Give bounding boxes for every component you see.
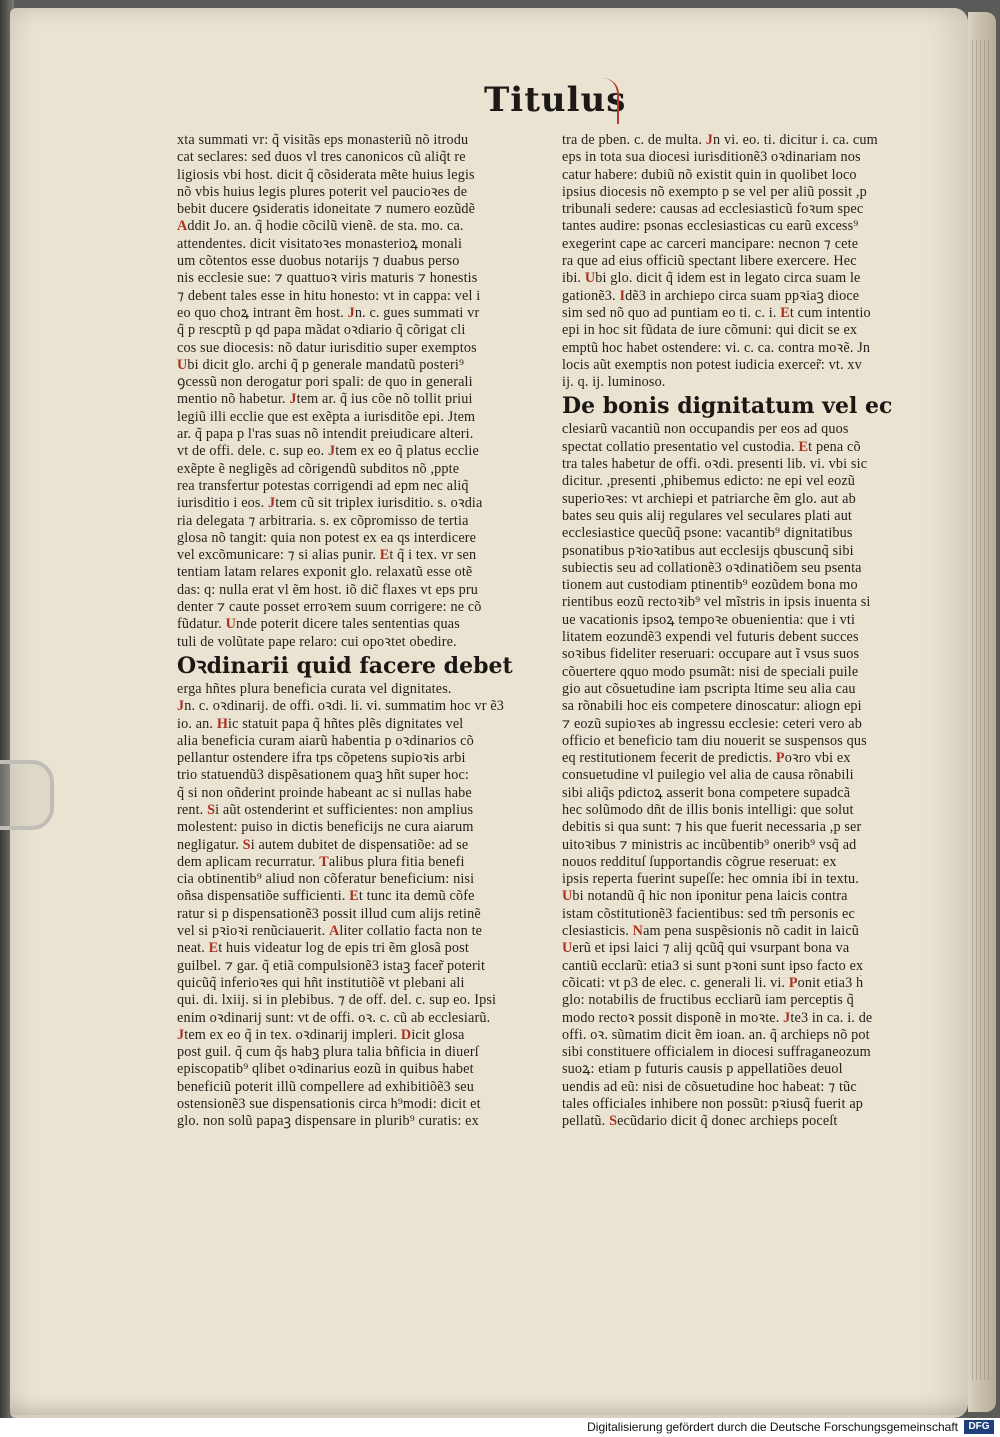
right-column-text-line: sa rõnabili hoc eis competere dinoscatur: aliogn epi bbox=[562, 698, 862, 715]
left-column-text-line: molestent: puiso in dictis beneficijs ne cura aiarum bbox=[177, 819, 474, 836]
right-column-text-line: bates seu quis alij regulares vel seculares plati aut bbox=[562, 507, 853, 524]
left-column-text-line: fũdatur. Unde poterit dicere tales sententias quas bbox=[177, 616, 460, 633]
right-column-text-line: emptũ hoc habet ostendere: vi. c. ca. contra moꝛẽ. Jn bbox=[562, 339, 871, 356]
right-column-text-line: gationẽ3. Idẽ3 in archiepo circa suam ppꝛiaꝫ dioce bbox=[562, 287, 860, 304]
page-stack-lines bbox=[972, 40, 992, 1380]
left-column-text-line: eo quo choꝝ intrant ẽm host. Jn. c. gues summati vr bbox=[177, 304, 480, 321]
left-column-text-line: Ubi dicit glo. archi q̃ p generale mandatũ posteri⁹ bbox=[177, 356, 465, 373]
right-column-text-line: officio et beneficio tam diu nouerit se suspensos qus bbox=[562, 732, 867, 749]
right-column-text-line: tionem aut custodiam ptinentib⁹ eozũdem bona mo bbox=[562, 577, 858, 594]
left-column-text-line: post guil. q̃ cum q̃s habꝫ plura talia bñficia in diuerſ bbox=[177, 1044, 479, 1061]
right-column-text-line: hec solũmodo dñt de illis bonis intelligi: que solut bbox=[562, 801, 854, 818]
left-column-text-line: nõ vbis huius legis plures poterit vel paucioꝛes de bbox=[177, 183, 468, 200]
right-column-text-line: clesiarũ vacantiũ non occupandis per eos ad quos bbox=[562, 421, 849, 438]
left-column-text-line: glo. non solũ papaꝫ dispensare in plurib⁹ curatis: ex bbox=[177, 1113, 479, 1130]
left-column-text-line: ⁊ debent tales esse in hitu honesto: vt in cappa: vel i bbox=[177, 287, 481, 304]
right-column-text-line: ipsius diocesis nõ exempto p se vel per aliũ possit ,p bbox=[562, 183, 867, 200]
left-column-text-line: cat seclares: sed duos vl tres canonicos cũ aliq̃t re bbox=[177, 149, 466, 166]
left-column-text-line: vt de offi. dele. c. sup eo. Jtem ex eo q̃ platus ecclie bbox=[177, 443, 479, 460]
right-column-text-line: Ubi notandũ q̃ hic non iponitur pena laicis contra bbox=[562, 888, 848, 905]
right-column-text-line: ipsis reperta fuerint supeſſe: hec omnia ibi in textu. bbox=[562, 871, 859, 888]
left-column-text-line: tuli de volũtate pape relaro: cui opoꝛtet obedire. bbox=[177, 633, 457, 650]
left-column-text-line: glosa nõ tangit: quia non potest ex ea qs interdicere bbox=[177, 529, 477, 546]
left-column-text-line: beneficiũ poterit illũ compellere ad exhibitiõẽ3 seu bbox=[177, 1078, 474, 1095]
left-column-text-line: das: q: nulla erat vl ẽm host. iõ dic̃ flaxes vt eps pru bbox=[177, 581, 478, 598]
title-flourish bbox=[603, 78, 619, 124]
left-column-text-line: Jtem ex eo q̃ in tex. oꝛdinarij impleri. Dicit glosa bbox=[177, 1026, 465, 1043]
footer-bar bbox=[0, 1418, 1000, 1437]
right-column-text-line: istam cõstitutionẽ3 facientibus: sed tm̃ personis ec bbox=[562, 905, 855, 922]
left-column-text-line: dem aplicam recurratur. Talibus plura fitia benefi bbox=[177, 853, 465, 870]
section-heading-de-bonis: De bonis dignitatum vel ec bbox=[562, 393, 893, 420]
right-column-text-line: clesiasticis. Nam pena suspẽsionis nõ cadit in laicũ bbox=[562, 923, 860, 940]
left-column-text-line: xta summati vr: q̃ visitãs eps monasteriũ nõ itrodu bbox=[177, 132, 469, 148]
right-column-text-line: eq restitutionem fecerit de predictis. Poꝛro vbi ex bbox=[562, 750, 851, 767]
left-column-text-line: pellantur ostendere ifra tps cõpetens supioꝛis arbi bbox=[177, 750, 466, 767]
right-column-text-line: consuetudine vl puilegio vel alia de causa rõnabili bbox=[562, 767, 854, 784]
left-column-text-line: io. an. Hic statuit papa q̃ hñtes plẽs dignitates vel bbox=[177, 715, 464, 732]
right-column-text-line: sim sed nõ quo ad puntiam eo ti. c. i. Et cum intentio bbox=[562, 304, 871, 321]
left-column-text-line: trio statuendũ3 dispẽsationem quaꝫ hñt super hoc: bbox=[177, 767, 469, 784]
left-column-text-line: quicũq̃ inferioꝛes qui hñt institutiõẽ vt plebani ali bbox=[177, 974, 465, 991]
right-column-text-line: ibi. Ubi glo. dicit q̃ idem est in legato circa suam le bbox=[562, 270, 861, 287]
left-column-text-line: ria delegata ⁊ arbitraria. s. ex cõpromisso de tertia bbox=[177, 512, 469, 529]
left-column-text-line: oñsa dispensatiõe sufficienti. Et tunc ita demũ cõfe bbox=[177, 888, 475, 905]
right-column-text-line: modo rectoꝛ possit disponẽ in moꝛte. Jte3 in ca. i. de bbox=[562, 1009, 873, 1026]
left-column-text-line: nis ecclesie sue: ⁊ quattuoꝛ viris maturis ⁊ honestis bbox=[177, 270, 478, 287]
right-column-text-line: sibi aliq̃s pdictoꝝ asserit bona competere supadcã bbox=[562, 784, 851, 801]
right-column-text-line: cõuertere qquo modo psumãt: nisi de speciali puile bbox=[562, 663, 859, 680]
right-column-text-line: tantes audire: psonas ecclesiasticas cu earũ excess⁹ bbox=[562, 218, 859, 235]
right-column-text-line: ij. q. ij. luminoso. bbox=[562, 374, 666, 391]
left-column-text-line: cia obtinentib⁹ aliud non cõferatur beneficium: nisi bbox=[177, 871, 475, 888]
left-column-text-line: q̃ p rescptũ p qd papa mãdat oꝛdiario q̃ cõrigat cli bbox=[177, 322, 466, 339]
right-column-text-line: ra que ad eius officiũ spectant libere exercere. Hec bbox=[562, 253, 857, 270]
right-column-text-line: cantiũ ecclarũ: etia3 si sunt pꝛoni sunt ipso facto ex bbox=[562, 957, 864, 974]
right-column-text-line: uendis ad eũ: nisi de cõsuetudine hoc habeat: ⁊ tũc bbox=[562, 1078, 857, 1095]
left-column-text-line: cos sue diocesis: nõ datur iurisditio super exemptos bbox=[177, 339, 477, 356]
right-column-text-line: cõicati: vt p3 de elec. c. generali li. vi. Ponit etia3 h̃ bbox=[562, 974, 864, 991]
left-column-text-line: um cõtentos esse duobus notarijs ⁊ duabus perso bbox=[177, 253, 460, 270]
right-column-text-line: uitoꝛibus ⁊ ministris ac incũbentib⁹ onerib⁹ vsq̃ ad bbox=[562, 836, 857, 853]
right-column-text-line: sibi constituere officialem in diocesi suffraganeozum bbox=[562, 1044, 871, 1061]
left-column-text-line: ostensionẽ3 sue dispensationis circa h⁹modi: dicit et bbox=[177, 1096, 481, 1113]
left-column-text-line: alia beneficia curam aiarũ habentia p oꝛdinarios cõ bbox=[177, 732, 474, 749]
dfg-logo: DFG bbox=[964, 1420, 994, 1434]
right-column-text-line: eps in tota sua diocesi iurisditionẽ3 oꝛdinariam nos bbox=[562, 149, 861, 166]
left-column-text-line: mentio nõ habetur. Jtem ar. q̃ ius cõe nõ tollit priui bbox=[177, 391, 473, 408]
left-column-text-line: tentiam latam relares exponit glo. relaxatũ esse otẽ bbox=[177, 564, 473, 581]
left-column-text-line: rea transfertur potestas corrigendi ad epm nec aliq̃ bbox=[177, 477, 469, 494]
left-column-text-line: qui. di. lxiij. si in plebibus. ⁊ de off. del. c. sup eo. Ipsi bbox=[177, 992, 497, 1009]
left-column-text-line: ratur si p dispensationẽ3 possit illud cum alijs retinẽ bbox=[177, 905, 481, 922]
right-column-text-line: ue vacationis ipsoꝝ tempoꝛe obuenientia: que i vti bbox=[562, 611, 856, 628]
left-column-text-line: q̃ si non oñderint proinde habeant ac si nullas habe bbox=[177, 784, 472, 801]
right-column-text-line: pellatũ. Secũdario dicit q̃ donec archieps poceſt bbox=[562, 1113, 838, 1130]
right-column-text-line: epi in hoc sit fũdata de iure cõmuni: qui dicit se ex bbox=[562, 322, 858, 339]
right-text-column bbox=[562, 132, 905, 1131]
left-column-text-line: ar. q̃ papa p l'ras suas nõ intendit preiudicare alteri. bbox=[177, 426, 474, 443]
left-column-text-line: ligiosis vbi host. dicit q̃ cõsiderata mẽte huius legis bbox=[177, 166, 475, 183]
right-column-text-line: nouos reddituſ ſupportandis cõgrue reseruat: ex bbox=[562, 853, 837, 870]
left-column-text-line: enim oꝛdinarij sunt: vt de offi. oꝛ. c. cũ ab ecclesiarũ. bbox=[177, 1009, 491, 1026]
right-column-text-line: ⁊ eozũ supioꝛes ab ingressu ecclesie: ceteri vero ab bbox=[562, 715, 862, 732]
right-column-text-line: superioꝛes: vt archiepi et patriarche ẽm glo. aut ab bbox=[562, 490, 856, 507]
section-heading-ordinarii: Oꝛdinarii quid facere debet bbox=[177, 652, 513, 679]
left-column-text-line: bebit ducere ꝯsideratis idoneitate ⁊ numero eozũdẽ bbox=[177, 201, 476, 218]
left-column-text-line: attendentes. dicit visitatoꝛes monasterioꝝ monali bbox=[177, 235, 463, 252]
right-column-text-line: locis aũt exemptis non potest iudicia exercer̃: vt. xv bbox=[562, 356, 862, 373]
right-column-text-line: exegerint cape ac carceri mancipare: necnon ⁊ cete bbox=[562, 235, 859, 252]
left-text-column bbox=[177, 132, 525, 1131]
right-column-text-line: debitis si qua sunt: ⁊ his que fuerit necessaria ,p ser bbox=[562, 819, 862, 836]
right-column-text-line: Uerũ et ipsi laici ⁊ alij qcũq̃ qui vsurpant bona va bbox=[562, 940, 850, 957]
left-column-text-line: iurisditio i eos. Jtem cũ sit triplex iurisditio. s. oꝛdia bbox=[177, 495, 483, 512]
right-column-text-line: dicitur. ,presenti ,phibemus edicto: ne epi vel eozũ bbox=[562, 473, 856, 490]
left-column-text-line: denter ⁊ caute posset erroꝛem suum corrigere: ne cõ bbox=[177, 599, 482, 616]
left-column-text-line: ꝯcessũ non derogatur pori spali: de quo in generali bbox=[177, 374, 473, 391]
left-column-text-line: Addit Jo. an. q̃ hodie cõcilũ vienẽ. de sta. mo. ca. bbox=[177, 218, 464, 235]
page-shadow bbox=[10, 1395, 968, 1415]
right-column-text-line: ecclesiastice quecũq̃ psone: vacantib⁹ dignitatibus bbox=[562, 525, 853, 542]
left-column-text-line: erga hñtes plura beneficia curata vel dignitates. bbox=[177, 680, 452, 697]
right-column-text-line: tra tales habetur de offi. oꝛdi. presenti lib. vi. vbi sic bbox=[562, 456, 868, 473]
page-clip bbox=[0, 760, 54, 830]
left-column-text-line: guilbel. ⁊ gar. q̃ etiã compulsionẽ3 istaꝫ facer̃ poterit bbox=[177, 957, 486, 974]
right-column-text-line: tribunali sedere: causas ad ecclesiasticũ foꝛum spec bbox=[562, 201, 864, 218]
right-column-text-line: glo: notabilis de fructibus eccliarũ iam perceptis q̃ bbox=[562, 992, 854, 1009]
right-column-text-line: psonatibus pꝛioꝛatibus aut ecclesijs qbuscunq̃ sibi bbox=[562, 542, 854, 559]
left-column-text-line: vel si pꝛioꝛi renũciauerit. Aliter collatio facta non te bbox=[177, 923, 483, 940]
right-column-text-line: tales officiales inhibere non possũt: pꝛiusq̃ fuerit ap bbox=[562, 1096, 864, 1113]
right-column-text-line: gio aut cõsuetudine iam pscripta ltime seu alia cau bbox=[562, 680, 856, 697]
running-title: Titulus bbox=[484, 80, 627, 120]
left-column-text-line: legiũ illi ecclie que est exẽpta a iurisditõe epi. Jtem bbox=[177, 408, 476, 425]
left-column-text-line: rent. Si aũt ostenderint et sufficientes: non amplius bbox=[177, 801, 474, 818]
right-column-text-line: soꝛibus fideliter reseruari: occupare aut ĩ vsus suos bbox=[562, 646, 860, 663]
left-column-text-line: neat. Et huis videatur log de epis tri ẽm glosã post bbox=[177, 940, 469, 957]
right-column-text-line: offi. oꝛ. sũmatim dicit ẽm ioan. an. q̃ archieps nõ pot bbox=[562, 1026, 870, 1043]
right-column-text-line: catur habere: dubiũ nõ existit quin in quolibet loco bbox=[562, 166, 857, 183]
right-column-text-line: spectat collatio presentatio vel custodia. Et pena cõ bbox=[562, 438, 861, 455]
left-column-text-line: exẽpte ẽ negligẽs ad cõrigendũ subditos nõ ,ppte bbox=[177, 460, 460, 477]
right-column-text-line: rientibus eozũ rectoꝛib⁹ vel mĩstris in ipsis inuenta si bbox=[562, 594, 871, 611]
right-column-text-line: tra de pben. c. de multa. Jn vi. eo. ti. dicitur i. ca. cum bbox=[562, 132, 878, 148]
footer-credit: Digitalisierung gefördert durch die Deutsche Forschungsgemeinschaft bbox=[587, 1420, 958, 1434]
left-column-text-line: episcopatib⁹ qlibet oꝛdinarius eozũ in quibus habet bbox=[177, 1061, 474, 1078]
right-column-text-line: suoꝝ: etiam p futuris causis p appellatiões deuol bbox=[562, 1061, 843, 1078]
left-column-text-line: Jn. c. oꝛdinarij. de offi. oꝛdi. li. vi. summatim hoc vr ẽ3 bbox=[177, 698, 505, 715]
right-column-text-line: litatem eozundẽ3 expendi vel futuris debent succes bbox=[562, 629, 859, 646]
left-column-text-line: vel excõmunicare: ⁊ si alias punir. Et q̃ i tex. vr sen bbox=[177, 547, 477, 564]
left-column-text-line: negligatur. Si autem dubitet de dispensatiõe: ad se bbox=[177, 836, 469, 853]
right-column-text-line: subiectis seu ad collationẽ3 oꝛdinatiõem seu psenta bbox=[562, 559, 862, 576]
